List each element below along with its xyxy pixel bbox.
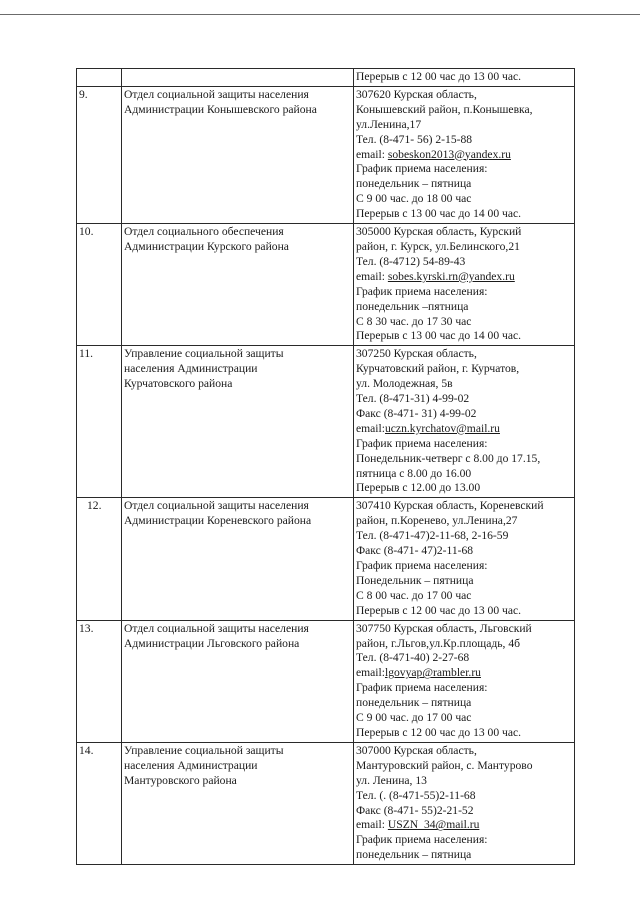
table-row xyxy=(77,346,575,498)
table-row xyxy=(77,86,575,223)
address-line: Курчатовский район, г. Курчатов, xyxy=(356,362,520,376)
schedule-line: График приема населения: xyxy=(356,833,488,847)
contact-info xyxy=(354,498,575,620)
schedule-line: понедельник – пятница xyxy=(356,696,472,710)
schedule-line: понедельник – пятница xyxy=(356,177,472,191)
organization-name: Отдел социального обеспечения Администрации Курского района xyxy=(122,224,354,346)
fax-line: Факс (8-471- 31) 4-99-02 xyxy=(356,406,477,420)
schedule-line: Перерыв с 13 00 час до 14 00 час. xyxy=(356,207,522,221)
table-row xyxy=(77,498,575,620)
address-line: Конышевский район, п.Конышевка, xyxy=(356,102,533,116)
schedule-line: Перерыв с 12 00 час до 13 00 час. xyxy=(356,603,522,617)
scan-edge-line xyxy=(0,14,640,15)
schedule-line: С 8 00 час. до 17 00 час xyxy=(356,588,472,602)
email-link[interactable]: USZN_34@mail.ru xyxy=(387,818,480,832)
phone-line: Тел. (. (8-471-55)2-11-68 xyxy=(356,788,476,802)
address-line: 307250 Курская область, xyxy=(356,347,477,361)
contact-info xyxy=(354,224,575,346)
contact-info xyxy=(354,86,575,223)
email-link[interactable]: uczn.kyrchatov@mail.ru xyxy=(384,421,500,435)
table-row xyxy=(77,620,575,742)
row-number: 10. xyxy=(77,224,122,346)
address-line: 307000 Курская область, xyxy=(356,743,477,757)
schedule-line: Понедельник-четверг с 8.00 до 17.15, xyxy=(356,451,541,465)
schedule-line: понедельник – пятница xyxy=(356,848,472,862)
schedule-line: понедельник –пятница xyxy=(356,299,469,313)
contact-info xyxy=(354,346,575,498)
contact-info xyxy=(354,620,575,742)
schedule-line: Перерыв с 12 00 час до 13 00 час. xyxy=(356,70,522,83)
schedule-line: Перерыв с 13 00 час до 14 00 час. xyxy=(356,329,522,343)
schedule-line: Перерыв с 12.00 до 13.00 xyxy=(356,481,481,495)
email-line: email: sobes.kyrski.rn@yandex.ru xyxy=(356,269,515,283)
contact-info xyxy=(354,742,575,864)
address-line: 307620 Курская область, xyxy=(356,87,477,101)
organization-name: Управление социальной защиты населения Администрации Курчатовского района xyxy=(122,346,354,498)
address-line: район, п.Коренево, ул.Ленина,27 xyxy=(356,514,518,528)
table-row xyxy=(77,69,575,87)
email-link[interactable]: sobeskon2013@yandex.ru xyxy=(387,147,511,161)
organization-name xyxy=(122,69,354,87)
row-number xyxy=(77,69,122,87)
row-number: 12. xyxy=(77,498,122,620)
organization-name: Управление социальной защиты населения Администрации Мантуровского района xyxy=(122,742,354,864)
table-row xyxy=(77,742,575,864)
contacts-table xyxy=(76,68,575,865)
schedule-line: С 9 00 час. до 18 00 час xyxy=(356,192,472,206)
email-line: email:lgovyap@rambler.ru xyxy=(356,666,481,680)
fax-line: Факс (8-471- 47)2-11-68 xyxy=(356,544,474,558)
organization-name: Отдел социальной защиты населения Администрации Льговского района xyxy=(122,620,354,742)
phone-line: Тел. (8-471- 56) 2-15-88 xyxy=(356,132,473,146)
email-line: email: sobeskon2013@yandex.ru xyxy=(356,147,511,161)
row-number: 14. xyxy=(77,742,122,864)
row-number: 9. xyxy=(77,86,122,223)
address-line: 307410 Курская область, Кореневский xyxy=(356,499,544,513)
schedule-line: Перерыв с 12 00 час до 13 00 час. xyxy=(356,725,522,739)
schedule-line: С 8 30 час. до 17 30 час xyxy=(356,314,472,328)
schedule-line: Понедельник – пятница xyxy=(356,573,474,587)
table-row xyxy=(77,224,575,346)
schedule-line: С 9 00 час. до 17 00 час xyxy=(356,711,472,725)
address-line: ул. Ленина, 13 xyxy=(356,773,427,787)
schedule-line: График приема населения: xyxy=(356,284,488,298)
phone-line: Тел. (8-4712) 54-89-43 xyxy=(356,254,466,268)
email-link[interactable]: lgovyap@rambler.ru xyxy=(384,666,481,680)
email-link[interactable]: sobes.kyrski.rn@yandex.ru xyxy=(387,269,515,283)
organization-name: Отдел социальной защиты населения Администрации Кореневского района xyxy=(122,498,354,620)
address-line: район, г. Курск, ул.Белинского,21 xyxy=(356,239,520,253)
organization-name: Отдел социальной защиты населения Администрации Конышевского района xyxy=(122,86,354,223)
schedule-line: График приема населения: xyxy=(356,162,488,176)
email-line: email:uczn.kyrchatov@mail.ru xyxy=(356,421,500,435)
email-line: email: USZN_34@mail.ru xyxy=(356,818,480,832)
fax-line: Факс (8-471- 55)2-21-52 xyxy=(356,803,474,817)
row-number: 11. xyxy=(77,346,122,498)
address-line: район, г.Льгов,ул.Кр.площадь, 4б xyxy=(356,636,521,650)
phone-line: Тел. (8-471-47)2-11-68, 2-16-59 xyxy=(356,529,509,543)
address-line: 305000 Курская область, Курский xyxy=(356,225,522,239)
address-line: ул.Ленина,17 xyxy=(356,117,422,131)
schedule-line: пятница с 8.00 до 16.00 xyxy=(356,466,472,480)
phone-line: Тел. (8-471-40) 2-27-68 xyxy=(356,651,470,665)
address-line: Мантуровский район, с. Мантурово xyxy=(356,758,533,772)
address-line: 307750 Курская область, Льговский xyxy=(356,621,532,635)
contact-info xyxy=(354,69,575,87)
schedule-line: График приема населения: xyxy=(356,681,488,695)
phone-line: Тел. (8-471-31) 4-99-02 xyxy=(356,392,470,406)
address-line: ул. Молодежная, 5в xyxy=(356,377,453,391)
schedule-line: График приема населения: xyxy=(356,559,488,572)
schedule-line: График приема населения: xyxy=(356,436,488,450)
row-number: 13. xyxy=(77,620,122,742)
